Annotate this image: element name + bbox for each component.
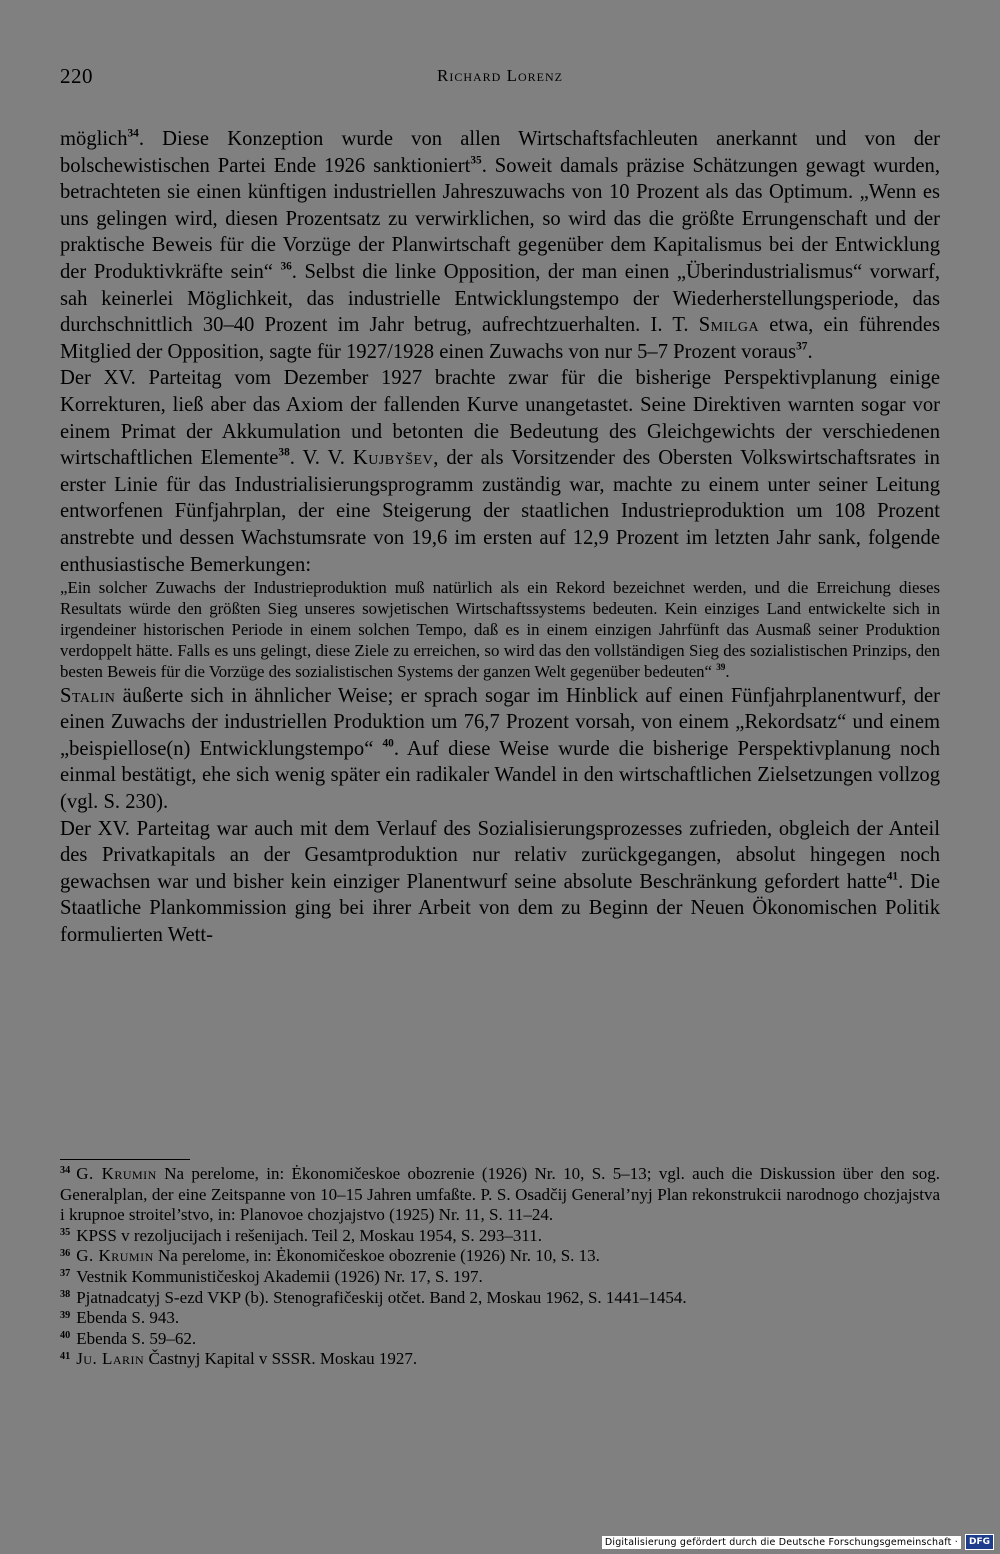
footnote: $^{41}$ Ju. Larin Častnyj Kapital v SSSR. Moskau 1927.	[60, 1349, 418, 1369]
footnote-ref[interactable]: 37	[796, 340, 808, 353]
footnote-number: 37	[60, 1268, 71, 1280]
dfg-logo: DFG	[965, 1534, 994, 1550]
footnote-number: 41	[60, 1350, 71, 1362]
footnote-divider	[60, 1159, 190, 1160]
footnote-ref[interactable]: 35	[470, 154, 482, 167]
author-name: Kujbyšev	[352, 447, 434, 470]
footnote-number: 40	[60, 1330, 71, 1342]
body-text	[60, 126, 940, 949]
footnote-ref[interactable]: 39	[716, 661, 726, 672]
digitization-credit	[602, 1533, 994, 1551]
footnote-ref[interactable]: 34	[127, 127, 139, 140]
running-head: Richard Lorenz	[437, 66, 563, 85]
footnote-ref[interactable]: 40	[382, 737, 394, 750]
footnote-number: 35	[60, 1227, 71, 1239]
page-number: 220	[60, 64, 93, 88]
footnote: $^{36}$ G. Krumin Na perelome, in: Ėkonomičeskoe obozrenie (1926) Nr. 10, S. 13.	[60, 1246, 600, 1266]
author-name: Smilga	[698, 314, 760, 337]
paragraph: Stalin äußerte sich in ähnlicher Weise; er sprach sogar im Hinblick auf einen Fünfjahrplanentwurf, der einen Zuwachs der industriellen Produktion um 76,7 Prozent vorsah, von einem „Rekordsatz“ und einem „beispiellose(n) Entwicklungstempo“ $^{40}$. Auf diese Weise wurde die bisherige Perspektivplanung noch einmal bestätigt, ehe sich wenig später ein radikaler Wandel in den wirtschaftlichen Zielsetzungen vollzog (vgl. S. 230).	[60, 684, 940, 813]
block-quote: „Ein solcher Zuwachs der Industrieproduktion muß natürlich als ein Rekord bezeichnet werden, und die Erreichung dieses Resultats würde den größten Sieg unseres sowjetischen Wirtschaftssystems bedeuten. Kein einziges Land entwickelte sich in irgendeiner historischen Periode in einem solchen Tempo, daß es in einem einzigen Jahrfünft das Ausmaß seiner Produktion verdoppelt hätte. Falls es uns gelingt, diese Ziele zu erreichen, so wird das den vollständigen Sieg des sozialistischen Prinzips, den besten Beweis für die Vorzüge des sozialistischen Systems der ganzen Welt gegenüber bedeuten“ $^{39}$.	[60, 578, 940, 681]
footnote: $^{35}$ KPSS v rezoljucijach i rešenijach. Teil 2, Moskau 1954, S. 293–311.	[60, 1225, 542, 1245]
footnote: $^{37}$ Vestnik Kommunističeskoj Akademii (1926) Nr. 17, S. 197.	[60, 1266, 483, 1286]
footnote-ref[interactable]: 38	[278, 446, 290, 459]
footnote-number: 36	[60, 1247, 71, 1259]
footnote-number: 39	[60, 1309, 71, 1321]
footnotes	[60, 1164, 940, 1370]
footnote-number: 38	[60, 1288, 71, 1300]
footnote: $^{39}$ Ebenda S. 943.	[60, 1308, 180, 1328]
footnote: $^{38}$ Pjatnadcatyj S-ezd VKP (b). Stenografičeskij otčet. Band 2, Moskau 1962, S. 1441–1454.	[60, 1287, 687, 1307]
page-header	[60, 64, 940, 94]
paragraph: Der XV. Parteitag war auch mit dem Verlauf des Sozialisierungsprozesses zufrieden, obgleich der Anteil des Privatkapitals an der Gesamtproduktion nur relativ zurückgegangen, absolut hingegen noch gewachsen war und bisher kein einziger Planentwurf seine absolute Beschränkung gefordert hatte$^{41}$. Die Staatliche Plankommission ging bei ihrer Arbeit von dem zu Beginn der Neuen Ökonomischen Politik formulierten Wett-	[60, 817, 941, 946]
paragraph: Der XV. Parteitag vom Dezember 1927 brachte zwar für die bisherige Perspektivplanung einige Korrekturen, ließ aber das Axiom der fallenden Kurve unangetastet. Seine Direktiven warnten sogar vor einem Primat der Akkumulation und betonten die Bedeutung des Gleichgewichts der verschiedenen wirtschaftlichen Elemente$^{38}$. V. V. Kujbyšev, der als Vorsitzender des Obersten Volkswirtschaftsrates in erster Linie für das Industrialisierungsprogramm zuständig war, machte zu einem unter seiner Leitung entworfenen Fünfjahrplan, der eine Steigerung der staatlichen Industrieproduktion um 108 Prozent anstrebte und dessen Wachstumsrate von 19,6 im ersten auf 12,9 Prozent im letzten Jahr sank, folgende enthusiastische Bemerkungen:	[60, 367, 940, 576]
paragraph: möglich$^{34}$. Diese Konzeption wurde von allen Wirtschaftsfachleuten anerkannt und von der bolschewistischen Partei Ende 1926 sanktioniert$^{35}$. Soweit damals präzise Schätzungen gewagt wurden, betrachteten sie einen künftigen industriellen Jahreszuwachs von 10 Prozent als das Optimum. „Wenn es uns gelingen wird, diesen Prozentsatz zu verwirklichen, so wird das die größte Errungenschaft und der praktische Beweis für die Vorzüge der Planwirtschaft gegenüber dem Kapitalismus bei der Entwicklung der Produktivkräfte sein“ $^{36}$. Selbst die linke Opposition, der man einen „Überindustrialismus“ vorwarf, sah keinerlei Möglichkeit, das industrielle Entwicklungstempo der Wiederherstellungsperiode, das durchschnittlich 30–40 Prozent im Jahr betrug, aufrechtzuerhalten. I. T. Smilga etwa, ein führendes Mitglied der Opposition, sagte für 1927/1928 einen Zuwachs von nur 5–7 Prozent voraus$^{37}$.	[60, 127, 940, 363]
author-name: Stalin	[60, 684, 116, 707]
footnote: $^{40}$ Ebenda S. 59–62.	[60, 1328, 197, 1348]
footnote: $^{34}$ G. Krumin Na perelome, in: Ėkonomičeskoe obozrenie (1926) Nr. 10, S. 5–13; vgl. auch die Diskussion über den sog. Generalplan, der eine Zeitspanne von 10–15 Jahren umfaßte. P. S. Osadčij General’nyj Plan rekonstrukcii narodnogo chozjajstva i krupnoe stroitel’stvo, in: Planovoe chozjajstvo (1925) Nr. 11, S. 11–24.	[60, 1164, 941, 1225]
credit-text: Digitalisierung gefördert durch die Deutsche Forschungsgemeinschaft ·	[602, 1536, 961, 1549]
footnote-ref[interactable]: 36	[280, 260, 292, 273]
footnote-ref[interactable]: 41	[886, 870, 899, 883]
footnote-number: 34	[60, 1165, 71, 1177]
